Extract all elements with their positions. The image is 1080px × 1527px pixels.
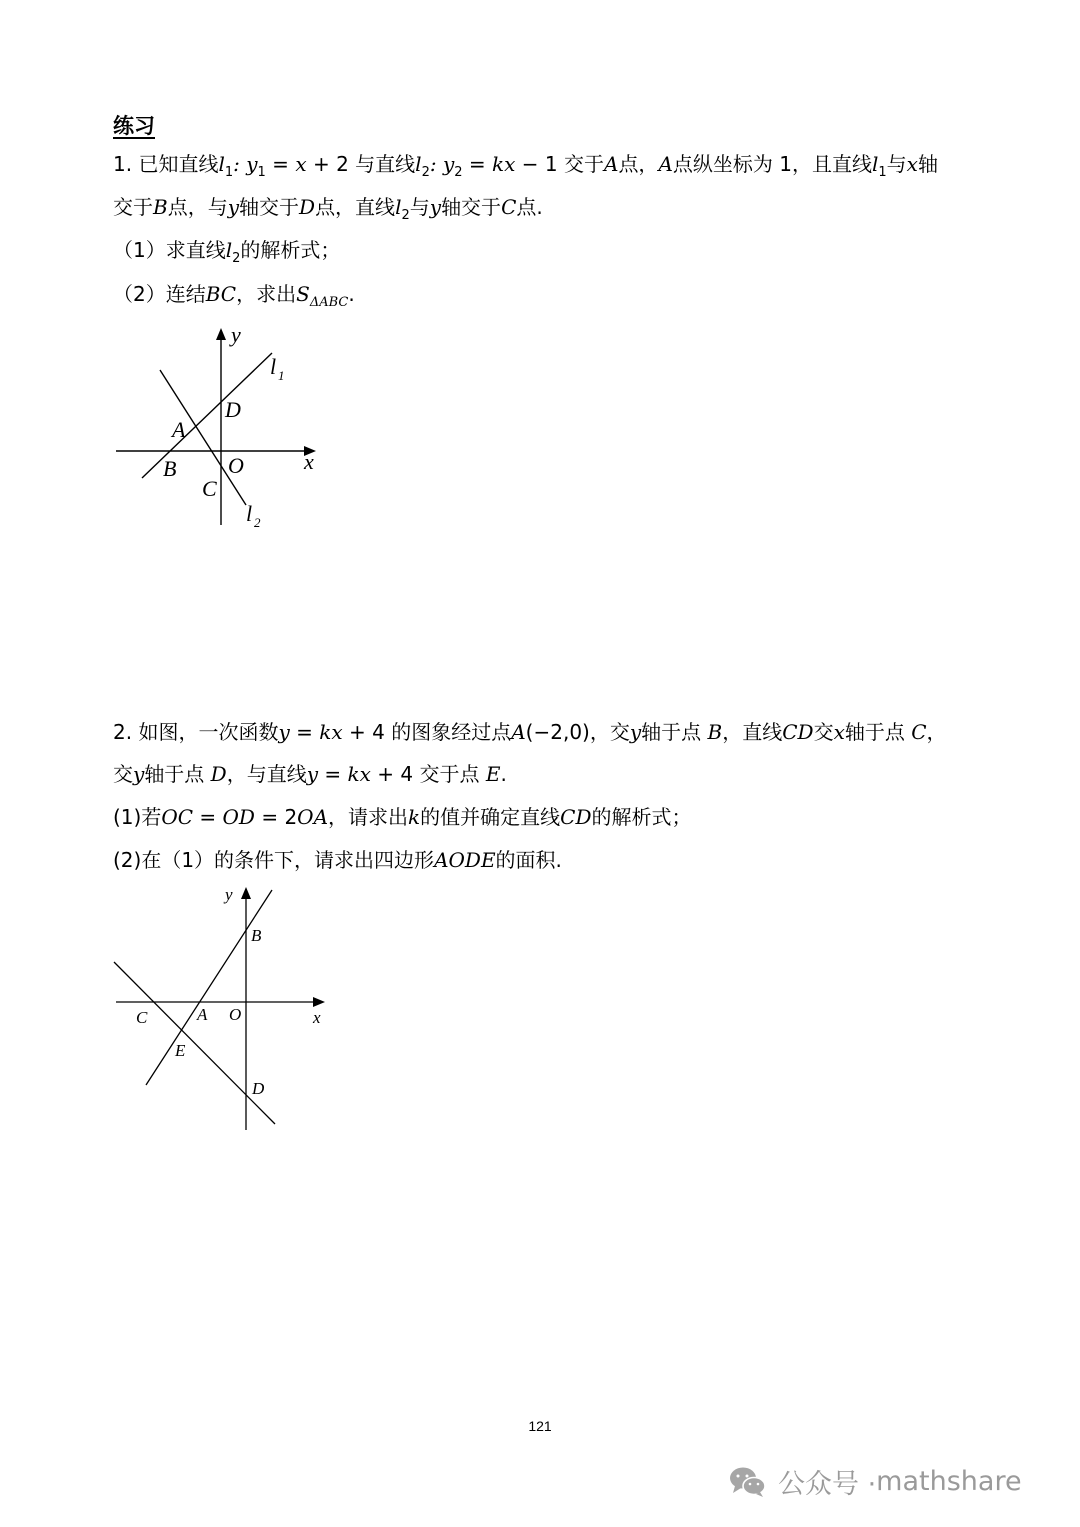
label-O: O xyxy=(228,453,244,478)
label-l1-subscript: 1 xyxy=(278,368,285,383)
problem1-part2: （2）连结BC，求出$S_{\Delta ABC}$. xyxy=(113,282,355,310)
label-B: B xyxy=(251,926,262,945)
problem1-line1: 1. 已知直线$l_1$: $y_1 = x + 2$ 与直线$l_2$: $y_2$ = kx − 1 交于A点，A点纵坐标为 1，且直线$l_1$与x轴 xyxy=(113,152,938,180)
label-B: B xyxy=(163,456,177,481)
label-y: y xyxy=(225,885,233,904)
label-A: A xyxy=(197,1005,208,1024)
label-C: C xyxy=(202,476,217,501)
problem1-figure xyxy=(100,318,340,538)
label-l2-subscript: 2 xyxy=(254,515,261,530)
label-l2: l xyxy=(246,501,253,526)
wechat-icon xyxy=(728,1465,768,1499)
label-O: O xyxy=(229,1005,242,1024)
watermark-prefix: 公众号 · xyxy=(778,1469,877,1500)
label-A: A xyxy=(172,417,186,442)
label-y: y xyxy=(231,322,241,347)
problem1-line2: 交于B点，与y轴交于D点，直线$l_2$与y轴交于C点. xyxy=(113,195,543,223)
watermark xyxy=(728,1462,1022,1501)
label-x: x xyxy=(313,1008,321,1027)
page-number: 121 xyxy=(528,1418,552,1434)
y-axis-arrow xyxy=(241,887,251,899)
problem1-part1: （1）求直线$l_2$的解析式； xyxy=(113,238,341,266)
section-title: 练习 xyxy=(113,114,155,138)
line-CD xyxy=(114,962,275,1124)
y-axis-arrow xyxy=(216,328,226,340)
problem2-line1: 2. 如图，一次函数y = kx + 4 的图象经过点A(−2,0)，交y轴于点 B，直线CD交x轴于点 C， xyxy=(113,720,947,744)
label-E: E xyxy=(175,1041,186,1060)
watermark-name: mathshare xyxy=(876,1466,1022,1497)
problem2-line2: 交y轴于点 D，与直线y = kx + 4 交于点 E. xyxy=(113,762,507,786)
label-D: D xyxy=(225,397,241,422)
label-C: C xyxy=(136,1008,148,1027)
line-AB xyxy=(146,890,272,1085)
x-axis-arrow xyxy=(313,997,325,1007)
label-l1: l xyxy=(270,354,277,379)
problem2-part2: (2)在（1）的条件下，请求出四边形AODE的面积. xyxy=(113,848,562,872)
label-x: x xyxy=(304,449,314,474)
problem1-number: 1. xyxy=(113,152,133,176)
label-D: D xyxy=(252,1079,265,1098)
problem2-figure xyxy=(100,880,340,1140)
problem2-number: 2. xyxy=(113,720,133,744)
problem2-part1: (1)若OC = OD = 2OA，请求出k的值并确定直线CD的解析式； xyxy=(113,805,692,829)
